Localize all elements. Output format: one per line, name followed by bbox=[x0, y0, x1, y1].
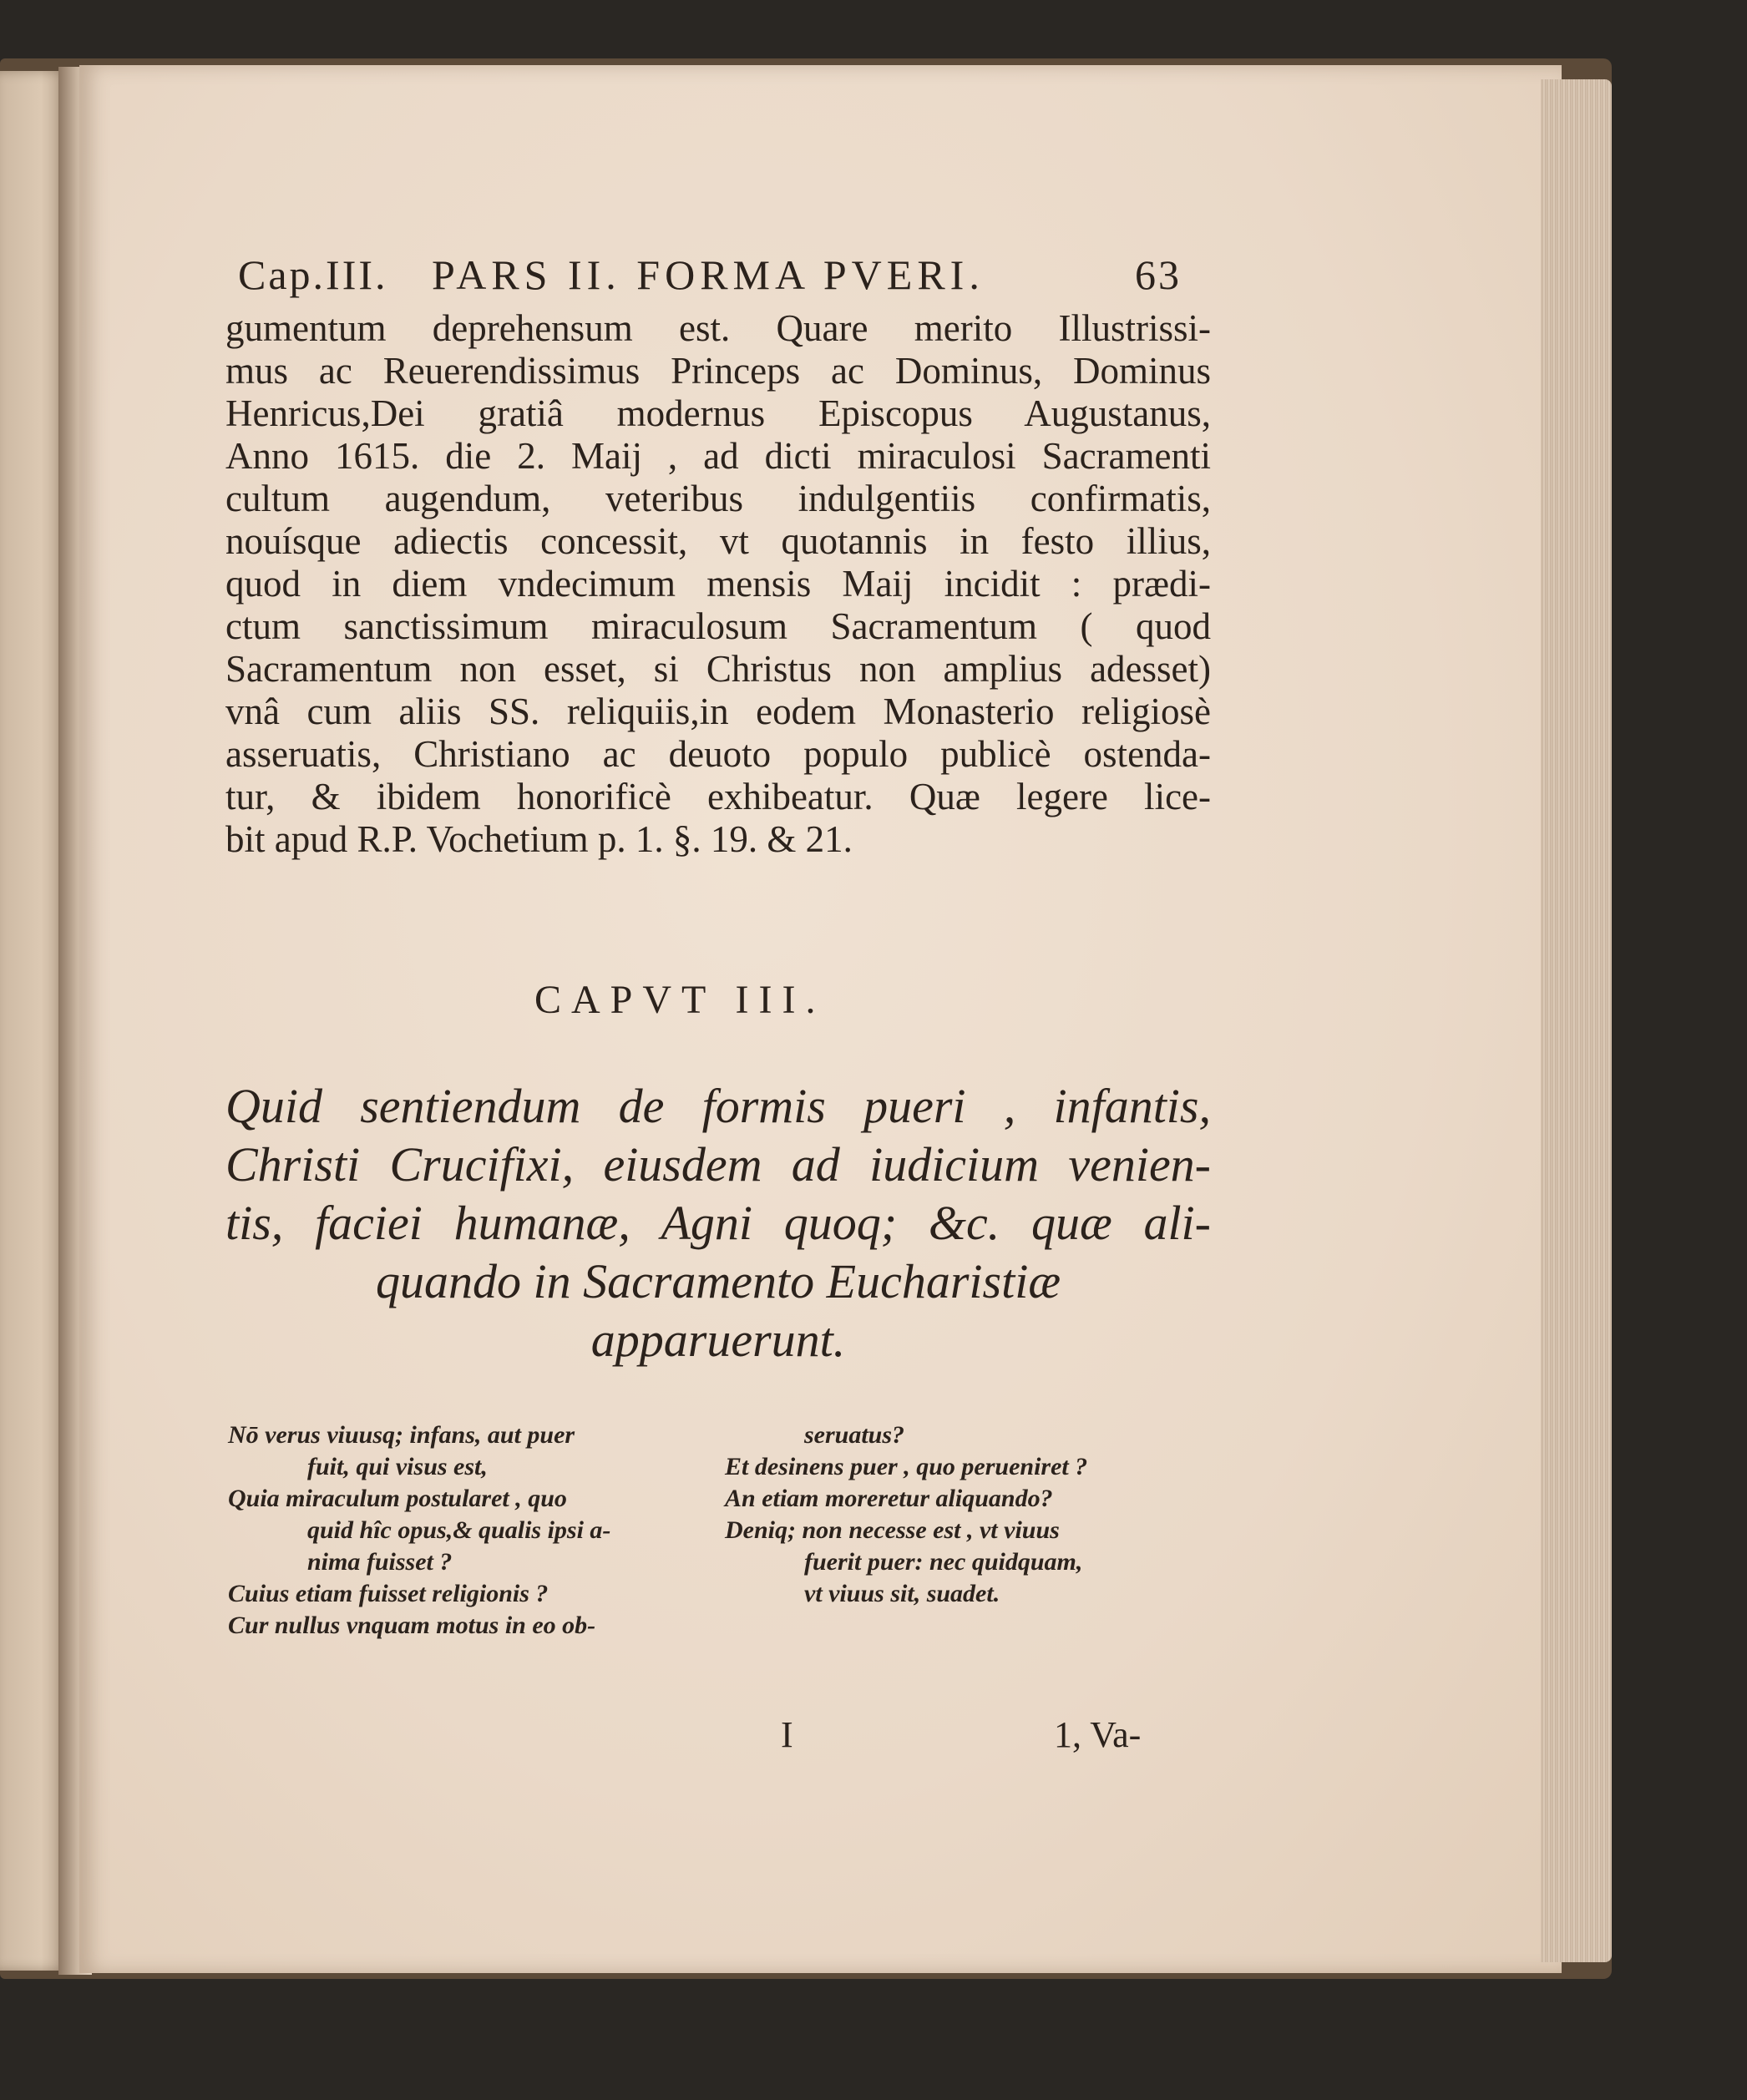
text-line: bit apud R.P. Vochetium p. 1. §. 19. & 21. bbox=[225, 818, 853, 860]
text-line: nouísque adiectis concessit, vt quotannis in festo illius, bbox=[225, 520, 1211, 562]
running-head-title: PARS II. FORMA PVERI. bbox=[432, 251, 985, 298]
text-line: Sacramentum non esset, si Christus non amplius adesset) bbox=[225, 648, 1211, 690]
verse-column-right bbox=[725, 1419, 1218, 1610]
verse-line: vt viuus sit, suadet. bbox=[804, 1580, 1000, 1607]
verse-line: fuit, qui visus est, bbox=[307, 1453, 488, 1480]
verse-line: Deniq; non necesse est , vt viuus bbox=[725, 1516, 1060, 1544]
signature-mark: I bbox=[781, 1714, 793, 1755]
summary-line: apparuerunt. bbox=[590, 1313, 846, 1367]
verse-line: nima fuisset ? bbox=[307, 1548, 453, 1576]
verse-line: quid hîc opus,& qualis ipsi a- bbox=[307, 1516, 611, 1544]
text-line: mus ac Reuerendissimus Princeps ac Dominus, Dominus bbox=[225, 350, 1211, 392]
text-line: Henricus,Dei gratiâ modernus Episcopus Augustanus, bbox=[225, 392, 1211, 434]
text-line: vnâ cum aliis SS. reliquiis,in eodem Monasterio religiosè bbox=[225, 691, 1211, 732]
running-head-chapter: Cap.III. bbox=[238, 251, 388, 298]
page-number: 63 bbox=[1135, 251, 1182, 298]
summary-line: tis, faciei humanæ, Agni quoq; &c. quæ ali- bbox=[225, 1196, 1211, 1250]
text-line: ctum sanctissimum miraculosum Sacramentum ( quod bbox=[225, 605, 1211, 647]
chapter-heading: CAPVT III. bbox=[534, 978, 826, 1022]
body-text bbox=[225, 307, 1211, 861]
verse-line: An etiam moreretur aliquando? bbox=[725, 1485, 1053, 1512]
summary-line: Christi Crucifixi, eiusdem ad iudicium venien- bbox=[225, 1137, 1211, 1192]
verse-line: fuerit puer: nec quidquam, bbox=[804, 1548, 1083, 1576]
summary-line: Quid sentiendum de formis pueri , infantis, bbox=[225, 1079, 1211, 1133]
summary-line: quando in Sacramento Eucharistiæ bbox=[375, 1254, 1061, 1308]
verse-line: Et desinens puer , quo perueniret ? bbox=[725, 1453, 1088, 1480]
chapter-summary bbox=[225, 1077, 1211, 1369]
verse-line: Cur nullus vnquam motus in eo ob- bbox=[228, 1612, 596, 1639]
catchword: 1, Va- bbox=[1054, 1714, 1142, 1755]
page-fore-edge bbox=[1541, 79, 1612, 1962]
text-line: gumentum deprehensum est. Quare merito Illustrissi- bbox=[225, 307, 1211, 349]
text-line: asseruatis, Christiano ac deuoto populo publicè ostenda- bbox=[225, 733, 1211, 775]
verse-line: seruatus? bbox=[804, 1421, 905, 1449]
running-head bbox=[238, 250, 1182, 309]
text-line: Anno 1615. die 2. Maij , ad dicti miraculosi Sacramenti bbox=[225, 435, 1211, 477]
text-line: quod in diem vndecimum mensis Maij incidit : prædi- bbox=[225, 563, 1211, 605]
verse-column-left bbox=[228, 1419, 696, 1642]
verse-line: Quia miraculum postularet , quo bbox=[228, 1485, 567, 1512]
verse-line: Cuius etiam fuisset religionis ? bbox=[228, 1580, 549, 1607]
text-line: cultum augendum, veteribus indulgentiis confirmatis, bbox=[225, 478, 1211, 519]
verse-line: Nō verus viuusq; infans, aut puer bbox=[228, 1421, 575, 1449]
text-line: tur, & ibidem honorificè exhibeatur. Quæ legere lice- bbox=[225, 776, 1211, 817]
